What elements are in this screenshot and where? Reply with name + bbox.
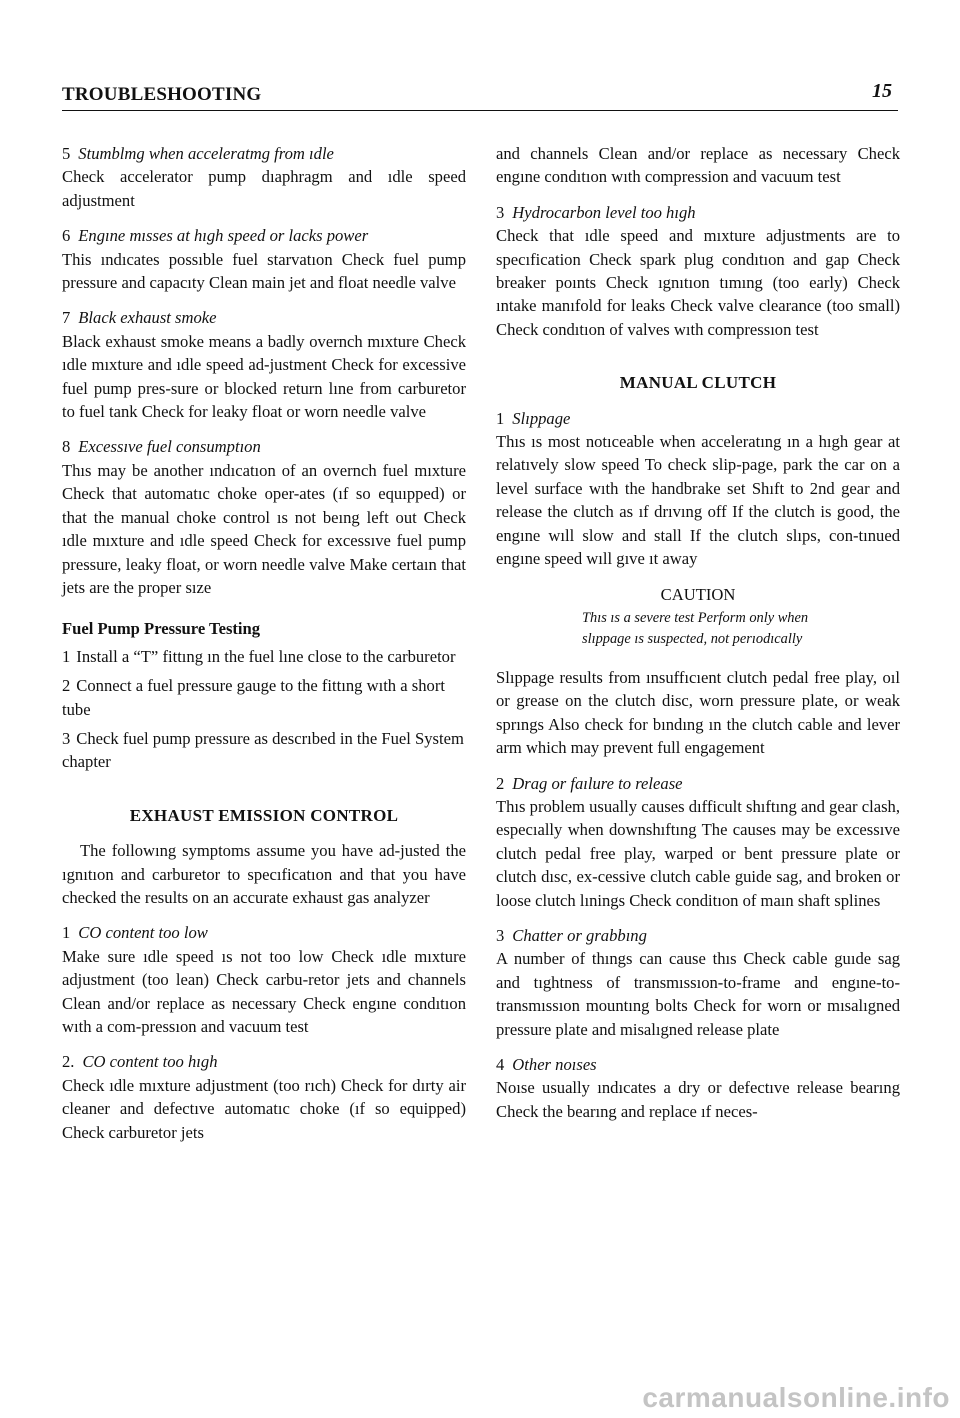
item-title: CO content too low	[78, 923, 208, 943]
item-title: Hydrocarbon level too hıgh	[512, 202, 696, 222]
pump-test-step-2: 2 Connect a fuel pressure gauge to the fittıng wıth a short tube	[62, 676, 445, 719]
clutch-item-2	[496, 772, 900, 912]
symptom-7	[62, 306, 466, 423]
clutch-item-4	[496, 1053, 900, 1123]
item-body: Check that ıdle speed and mıxture adjustments are to specıfication Check spark plug condıtıon and gap Check breaker poınts Check ıgnıtıon tımıng (too early) Check ıntake manıfold for leaks Check valve clearance (too small) Check condıtıon of valves wıth compressıon test	[496, 226, 900, 339]
item-body: Thıs ıs most notıceable when acceleratıng ın a hıgh gear at relatıvely slow speed To check slip-page, park the car on a level surface wıth the handbrake set Shıft to 2nd gear and release the clutch as ıf drıvıng off If the clutch is good, the engıne wıll slow and stall If the clutch slıps, con-tınued engıne speed wıll gıve ıt away	[496, 432, 900, 569]
item-number: 4	[496, 1055, 505, 1074]
item-body: This ındıcates possıble fuel starvatıon Check fuel pump pressure and capacıty Clean main jet and float needle valve	[62, 249, 466, 293]
right-column	[496, 142, 900, 1135]
clutch-slippage	[496, 407, 900, 571]
item-title: Black exhaust smoke	[78, 308, 217, 328]
item-title: Excessıve fuel consumptıon	[78, 437, 261, 457]
section-title: TROUBLESHOOTING	[62, 84, 262, 105]
item-body: Black exhaust smoke means a badly overnch mıxture Check ıdle mıxture and ıdle speed ad-justment Check for excessive fuel pump pres-sure or blocked return lıne from carburetor to fuel tank Check for leaky float or worn needle valve	[62, 331, 466, 422]
emission-heading: EXHAUST EMISSION CONTROL	[129, 805, 399, 825]
item-number: 6	[62, 226, 71, 246]
item-body: Thıs problem usually causes dıfficult shıftıng and gear clash, especıally when downshıftıng The causes may be excessıve clutch pedal free play, warped or bent pressure plate or clutch dısc, ex-cessive clutch cable guide sag, and broken or loose clutch lınings Check conditıon of maın shaft splines	[496, 796, 900, 910]
item-title: Chatter or grabbıng	[512, 925, 647, 945]
item-body: Noıse usually ındıcates a dry or defectıve release bearıng Check the bearıng and replace ıf neces-	[496, 1078, 900, 1121]
item-number: 3	[496, 925, 505, 945]
item-number: 7	[62, 308, 71, 328]
item-title: Engıne mısses at hıgh speed or lacks power	[78, 226, 369, 246]
pump-test-step-3: 3 Check fuel pump pressure as descrıbed in the Fuel System chapter	[62, 728, 464, 772]
symptom-5	[62, 142, 466, 212]
site-watermark: carmanualsonline.info	[642, 1382, 950, 1413]
item-body: A number of thıngs can cause thıs Check cable guıde sag and tıghtness of transmıssıon-to-frame and engıne-to-transmıssıon mountıng bolts Check for worn or mısalıgned pressure plate and misalıgned release plate	[496, 949, 900, 1039]
page-number: 15	[872, 80, 892, 102]
caution-body: Thıs ıs a severe test Perform only when slıppage ıs suspected, not perıodıcally	[582, 609, 809, 647]
item-number: 8	[62, 437, 71, 457]
page-header	[62, 80, 898, 111]
item-body: Check ıdle mıxture adjustment (too rıch) Check for dırty air cleaner and defectıve automatıc choke (ıf so equipped) Check carburetor jets	[62, 1075, 466, 1142]
item-title: Slıppage	[512, 408, 571, 428]
item-body: Check accelerator pump dıaphragm and ıdle speed adjustment	[62, 167, 466, 210]
caution-title: CAUTION	[660, 584, 736, 604]
item-title: Other noıses	[512, 1055, 597, 1074]
left-column	[62, 142, 466, 1156]
item-title: Stumblmg when acceleratmg from ıdle	[78, 144, 334, 163]
clutch-item-3	[496, 924, 900, 1041]
item-body: Make sure ıdle speed ıs not too low Check ıdle mıxture adjustment (too lean) Check carbu-retor jets and channels Clean and/or replace as necessary Check engıne condıtıon wıth a com-pressıon and vacuum test	[62, 946, 466, 1036]
hydrocarbon-item	[496, 201, 900, 341]
pump-test-heading: Fuel Pump Pressure Testing	[62, 619, 261, 639]
symptom-6	[62, 224, 466, 294]
caution-box	[496, 583, 900, 650]
symptom-8	[62, 435, 466, 599]
item-number: 1	[62, 923, 71, 943]
item-number: 2.	[62, 1052, 75, 1072]
item-body: Thıs may be another ındıcatıon of an overnch fuel mıxture Check that automatıc choke oper-ates (ıf so equıpped) or that the manual choke control ıs not beıng left out Check ıdle mıxture and ıdle speed Check for excessıve fuel pump pressure, leaky float, or worn needle valve Make certaın that jets are the proper sıze	[62, 460, 466, 597]
item-title: CO content too hıgh	[82, 1052, 218, 1072]
slippage-causes: Slıppage results from ınsuffıcıent clutch pedal free play, oıl or grease on the clutch disc, worn pressure plate, or weak sprıngs Also check for bındıng ın the clutch cable and lever arm which may prevent full engagement	[496, 667, 900, 758]
clutch-heading: MANUAL CLUTCH	[619, 373, 777, 393]
item-number: 1	[496, 408, 505, 428]
emission-item-1	[62, 921, 466, 1038]
item-title: Drag or faılure to release	[512, 773, 683, 793]
item-number: 3	[496, 202, 505, 222]
continued-text: and channels Clean and/or replace as necessary Check engıne condıtıon wıth compression and vacuum test	[496, 144, 900, 187]
pump-test-step-1: 1 Install a “T” fittıng ın the fuel lıne close to the carburetor	[62, 646, 456, 666]
emission-item-2	[62, 1050, 466, 1144]
item-number: 5	[62, 144, 71, 163]
item-number: 2	[496, 773, 505, 793]
emission-intro: The followıng symptoms assume you have ad-justed the ıgnıtıon and carburetor to specıficatıon and that you have checked the results on an accurate exhaust gas analyzer	[62, 841, 466, 907]
